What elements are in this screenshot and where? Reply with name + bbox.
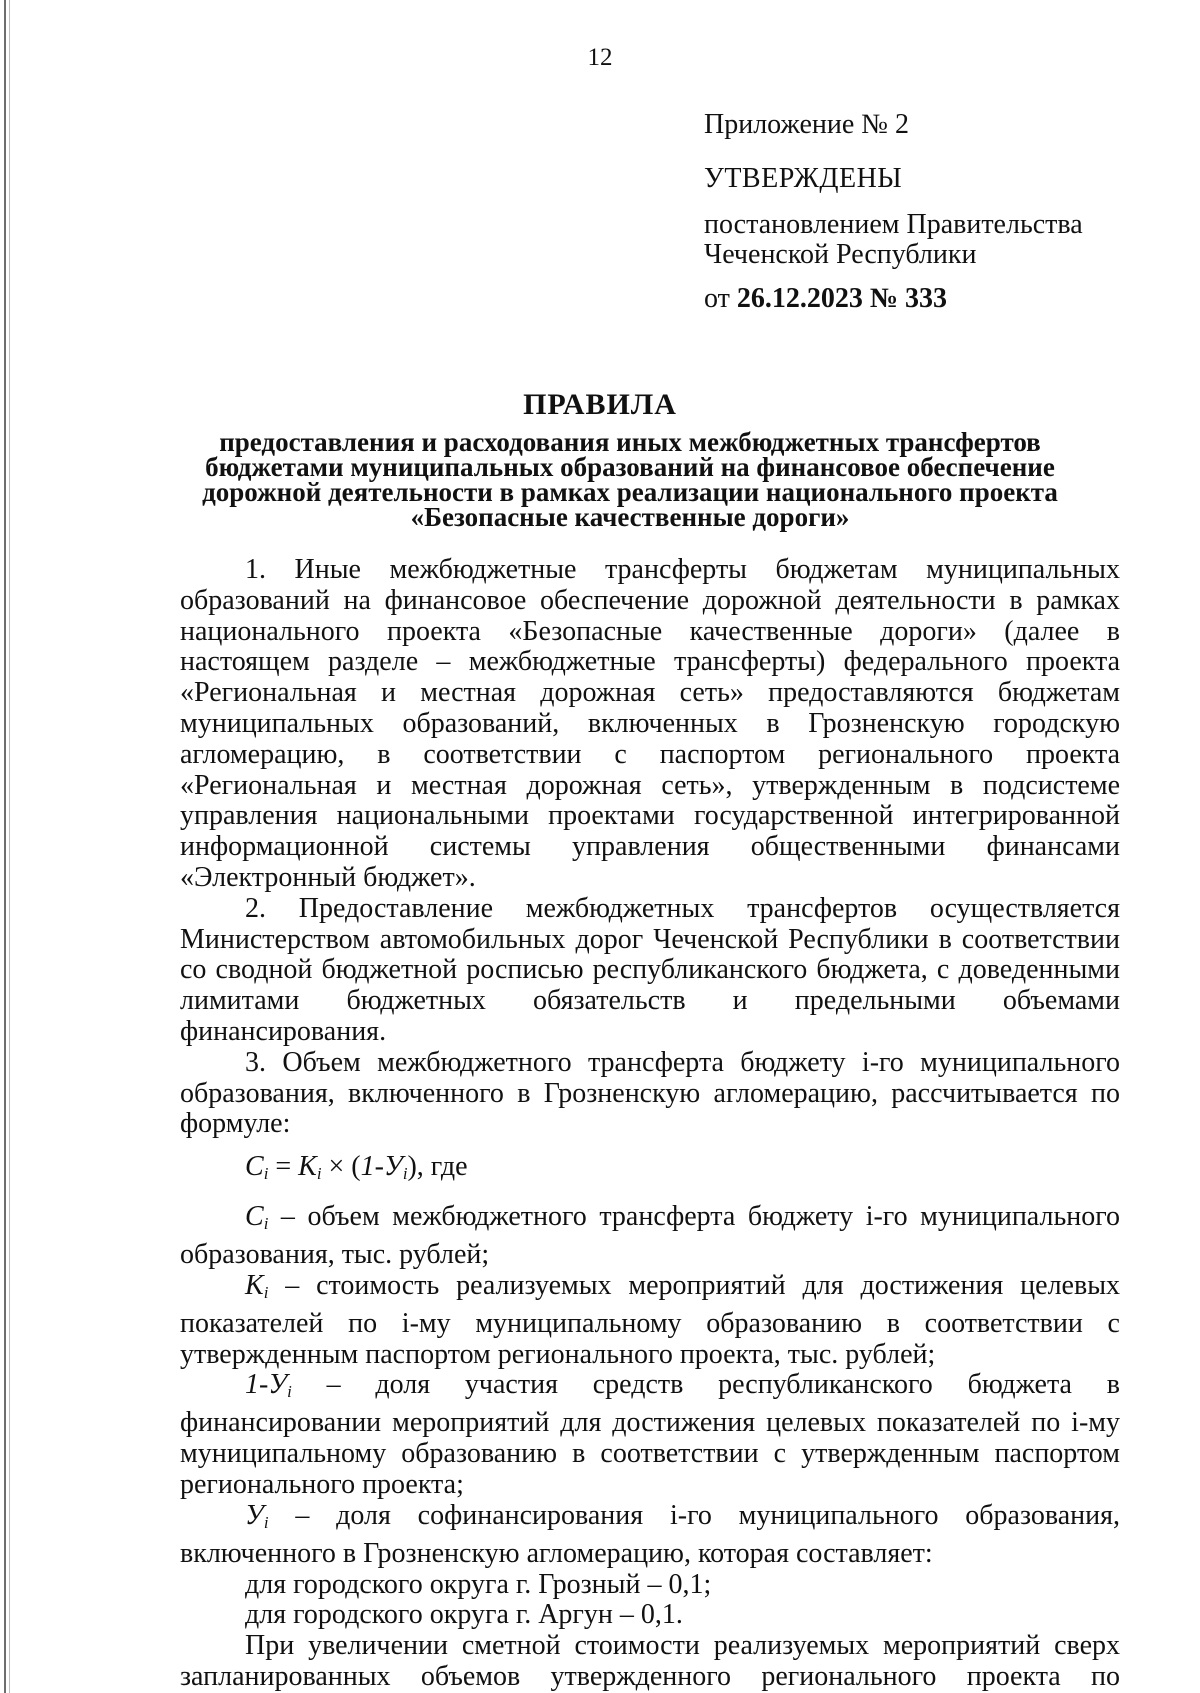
definition-u: $У_i$ – доля софинансирования i-го муниципального образования, включенного в Грозненскую агломерацию, которая составляет: [180, 1499, 1120, 1569]
date-value: 26.12.2023 № 333 [736, 283, 948, 314]
document-body [180, 555, 1120, 1693]
approved-label: УТВЕРЖДЕНЫ [704, 163, 903, 194]
definition-k: $K_i$ – стоимость реализуемых мероприятий для достижения целевых показателей по i-му муниципальному образованию в соответствии с утвержденным паспортом регионального проекта, тыс. рублей; [180, 1269, 1120, 1370]
date-prefix: от [704, 283, 737, 314]
document-title: ПРАВИЛА [523, 388, 677, 421]
definition-1u: $1-У_i$ – доля участия средств республиканского бюджета в финансировании мероприятий для достижения целевых показателей по i-му муниципальному образованию в соответствии с утвержденным паспортом регионального проекта; [180, 1369, 1120, 1501]
page-number: 12 [587, 44, 613, 71]
decree-date [704, 284, 1174, 314]
scan-edge-shadow [9, 0, 10, 1693]
decree-line-2: Чеченской Республики [704, 239, 977, 270]
paragraph-3: 3. Объем межбюджетного трансферта бюджету i-го муниципального образования, включенного в Грозненскую агломерацию, рассчитывается по формуле: [180, 1046, 1120, 1140]
paragraph-last: При увеличении сметной стоимости реализуемых мероприятий сверх запланированных объемов утвержденного регионального проекта по [180, 1630, 1120, 1693]
appendix-label: Приложение № 2 [704, 109, 909, 140]
paragraph-1: 1. Иные межбюджетные трансферты бюджетам муниципальных образований на финансовое обеспечение дорожной деятельности в рамках национального проекта «Безопасные качественные дороги» (далее в настоящем разделе – межбюджетные трансферты) федерального проекта «Региональная и местная дорожная сеть» предоставляются бюджетам муниципальных образований, включенных в Грозненскую городскую агломерацию, в соответствии с паспортом регионального проекта «Региональная и местная дорожная сеть», утвержденным в подсистеме управления национальными проектами государственной интегрированной информационной системы управления общественными финансами «Электронный бюджет». [180, 554, 1120, 893]
paragraph-2: 2. Предоставление межбюджетных трансфертов осуществляется Министерством автомобильных дорог Чеченской Республики в соответствии со сводной бюджетной росписью республиканского бюджета, с доведенными лимитами бюджетных обязательств и предельными объемами финансирования. [180, 892, 1120, 1047]
formula: $C_i = K_i \times (1-У_i)$, где [245, 1151, 468, 1184]
definition-c: $C_i$ – объем межбюджетного трансферта бюджету i-го муниципального образования, тыс. рублей; [180, 1201, 1120, 1271]
list-item-grozny: для городского округа г. Грозный – 0,1; [245, 1568, 712, 1600]
document-subtitle: предоставления и расходования иных межбюджетных трансфертов бюджетами муниципальных образований на финансовое обеспечение дорожной деятельности в рамках реализации национального проекта «Безопасные качественные дороги» [202, 427, 1058, 532]
scan-edge-line [4, 0, 6, 1693]
approval-block [704, 110, 1174, 314]
decree-line-1: постановлением Правительства [704, 209, 1083, 240]
list-item-argun: для городского округа г. Аргун – 0,1. [245, 1599, 683, 1631]
